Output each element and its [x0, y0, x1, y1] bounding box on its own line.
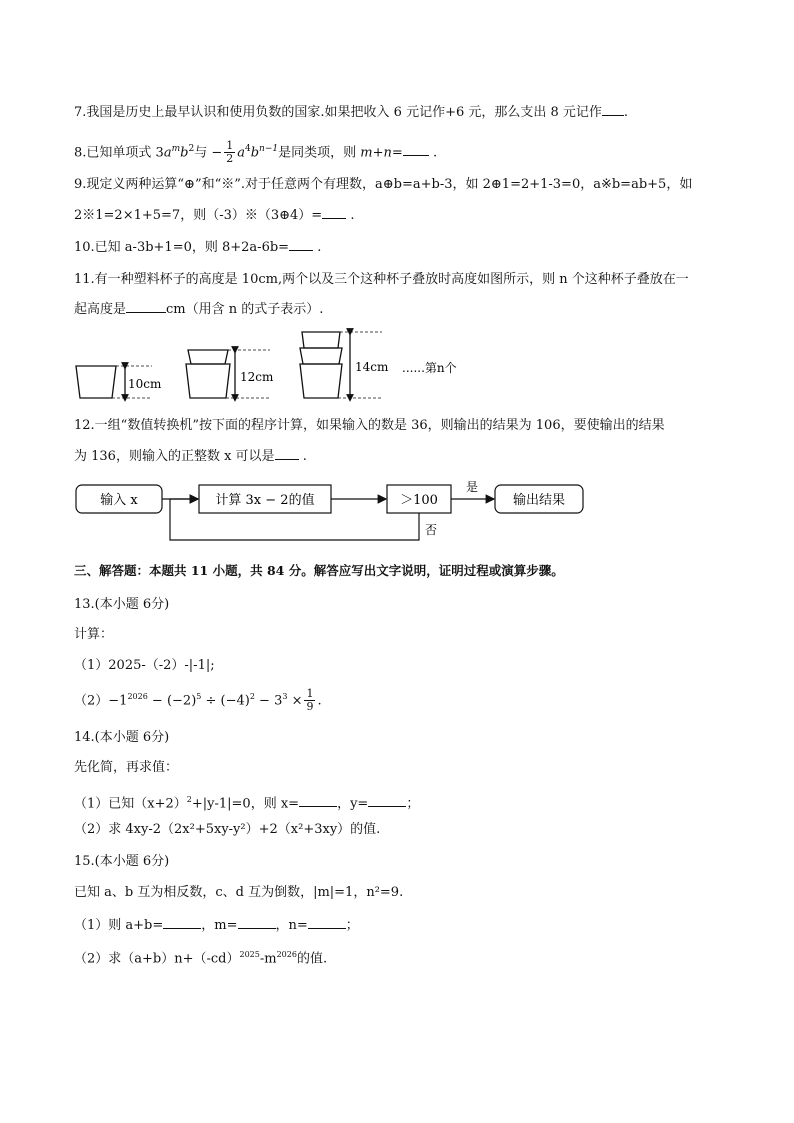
question-15-heading: 15.(本小题 6分): [74, 854, 170, 869]
q15-p1-d: ；: [345, 918, 359, 933]
exponent: 2026: [276, 950, 297, 959]
answer-blank: [275, 447, 299, 460]
question-13-part-1: （1）2025-（-2）-|-1|;: [74, 658, 215, 673]
question-12-line-1: 12.一组“数值转换机”按下面的程序计算，如果输入的数是 36，则输出的结果为 106，要使输出的结果: [74, 418, 665, 433]
fraction-one-ninth: $\frac{1}{9}$: [306, 687, 314, 714]
answer-blank: [238, 916, 276, 929]
exponent: 5: [196, 692, 202, 701]
answer-blank: [126, 300, 166, 313]
question-15-part-1: [74, 916, 359, 935]
q11-text: 起高度是: [74, 302, 127, 317]
cup-height-label: 10cm: [128, 377, 162, 391]
fraction-one-half: $\frac{1}{2}$: [226, 139, 234, 166]
answer-blank: [308, 916, 346, 929]
exponent: 2025: [239, 950, 260, 959]
q14-p1-c: ，y=: [337, 796, 369, 812]
q14-p1-d: ；: [406, 796, 420, 812]
q13-p2-c: ÷ (−4): [201, 693, 250, 709]
q13-p2-d: − 3: [254, 693, 283, 709]
cup-one: [76, 366, 162, 398]
q10-end: .: [317, 240, 322, 255]
section-3-heading: 三、解答题：本题共 11 小题，共 84 分。解答应写出文字说明，证明过程或演算步骤。: [74, 563, 564, 578]
q7-end: .: [623, 105, 629, 120]
answer-blank: [602, 103, 624, 116]
question-9-line-1: 9.现定义两种运算“⊕”和“※”.对于任意两个有理数，a⊕b=a+b-3，如 2⊕1=2+1-3=0，a※b=ab+5，如: [74, 177, 693, 192]
q15-p1-a: （1）则 a+b=: [74, 918, 164, 933]
question-15-part-2: [74, 946, 327, 968]
compute-label: 计算 3x − 2的值: [215, 493, 315, 508]
q8-text-a: 8.已知单项式 3: [74, 145, 164, 161]
q8-end: .: [432, 145, 438, 161]
q13-p2-e: ×: [287, 693, 303, 709]
q9-end: .: [350, 208, 355, 223]
q15-p2-e: 的值.: [296, 951, 328, 967]
answer-blank: [368, 794, 406, 807]
condition-label: ＞100: [400, 493, 438, 508]
q13-p2-a: （2）−1: [74, 693, 128, 709]
exponent: 2026: [127, 692, 148, 701]
answer-blank: [163, 916, 201, 929]
exponent: 2: [249, 692, 255, 701]
q8-text-b: 与 −: [194, 145, 223, 161]
question-14-part-2: （2）求 4xy-2（2x²+5xy-y²）+2（x²+3xy）的值.: [74, 822, 381, 837]
question-13-heading: 13.(本小题 6分): [74, 597, 170, 612]
input-label: 输入 x: [100, 493, 138, 508]
q12-end: .: [302, 449, 307, 464]
output-label: 输出结果: [512, 493, 566, 508]
cup-height-label: 12cm: [240, 370, 274, 384]
answer-blank: [403, 143, 429, 156]
exponent: 3: [282, 692, 288, 701]
question-7: [74, 103, 628, 122]
number-machine-flowchart: [70, 476, 600, 548]
cups-etc-label: ......第n个: [402, 361, 457, 375]
q9-text: 2※1=2×1+5=7，则（-3）※（3⊕4）=: [74, 208, 323, 223]
cups-three: [300, 332, 389, 398]
cup-height-label: 14cm: [355, 360, 389, 374]
q10-text: 10.已知 a-3b+1=0，则 8+2a-6b=: [74, 240, 290, 255]
q15-p2-a: （2）求（a+b）n+（-cd）: [74, 951, 240, 967]
q14-p1-b: +|y-1|=0，则 x=: [191, 796, 300, 812]
question-11-line-1: 11.有一种塑料杯子的高度是 10cm,两个以及三个这种杯子叠放时高度如图所示，则 n 个这种杯子叠放在一: [74, 272, 689, 287]
question-8: 8.已知单项式 $3a^mb^2$与 − $\frac{1}{2}$ $a^4b^{n-1}$是同类项，则 m+n= .: [74, 139, 438, 166]
answer-blank: [299, 794, 337, 807]
question-12-line-2: [74, 447, 307, 466]
question-14-intro: 先化简，再求值：: [74, 760, 179, 775]
q15-p1-b: ，m=: [201, 918, 238, 933]
question-10: [74, 238, 321, 257]
q12-text: 为 136，则输入的正整数 x 可以是: [74, 449, 275, 464]
q11-end: cm（用含 n 的式子表示）.: [166, 302, 324, 317]
yes-label: 是: [466, 480, 479, 494]
answer-blank: [322, 206, 346, 219]
question-14-part-1: （1）已知$(x+2)^2+|y-1|=0$，则 x= ，y= ；: [74, 795, 420, 812]
question-11-line-2: [74, 300, 323, 319]
question-13-part-2: [74, 688, 322, 713]
question-13-intro: 计算：: [74, 627, 114, 642]
q7-text: 7.我国是历史上最早认识和使用负数的国家.如果把收入 6 元记作+6 元，那么支出 8 元记作: [74, 105, 602, 120]
cups-two: [186, 350, 274, 398]
q8-text-c: 是同类项，则: [278, 145, 357, 161]
q8-text-d: =: [391, 145, 403, 161]
q14-p1-a: （1）已知（x+2）: [74, 796, 187, 812]
question-9-line-2: [74, 206, 354, 225]
no-label: 否: [425, 523, 438, 537]
question-15-intro: 已知 a、b 互为相反数，c、d 互为倒数，|m|=1，n²=9.: [74, 885, 404, 900]
question-14-heading: 14.(本小题 6分): [74, 730, 170, 745]
stacked-cups-figure: [70, 326, 490, 412]
answer-blank: [289, 238, 313, 251]
q15-p2-c: -m: [259, 951, 277, 967]
q13-end: .: [317, 693, 322, 709]
q15-p1-c: ，n=: [275, 918, 308, 933]
q13-p2-b: − (−2): [147, 693, 197, 709]
